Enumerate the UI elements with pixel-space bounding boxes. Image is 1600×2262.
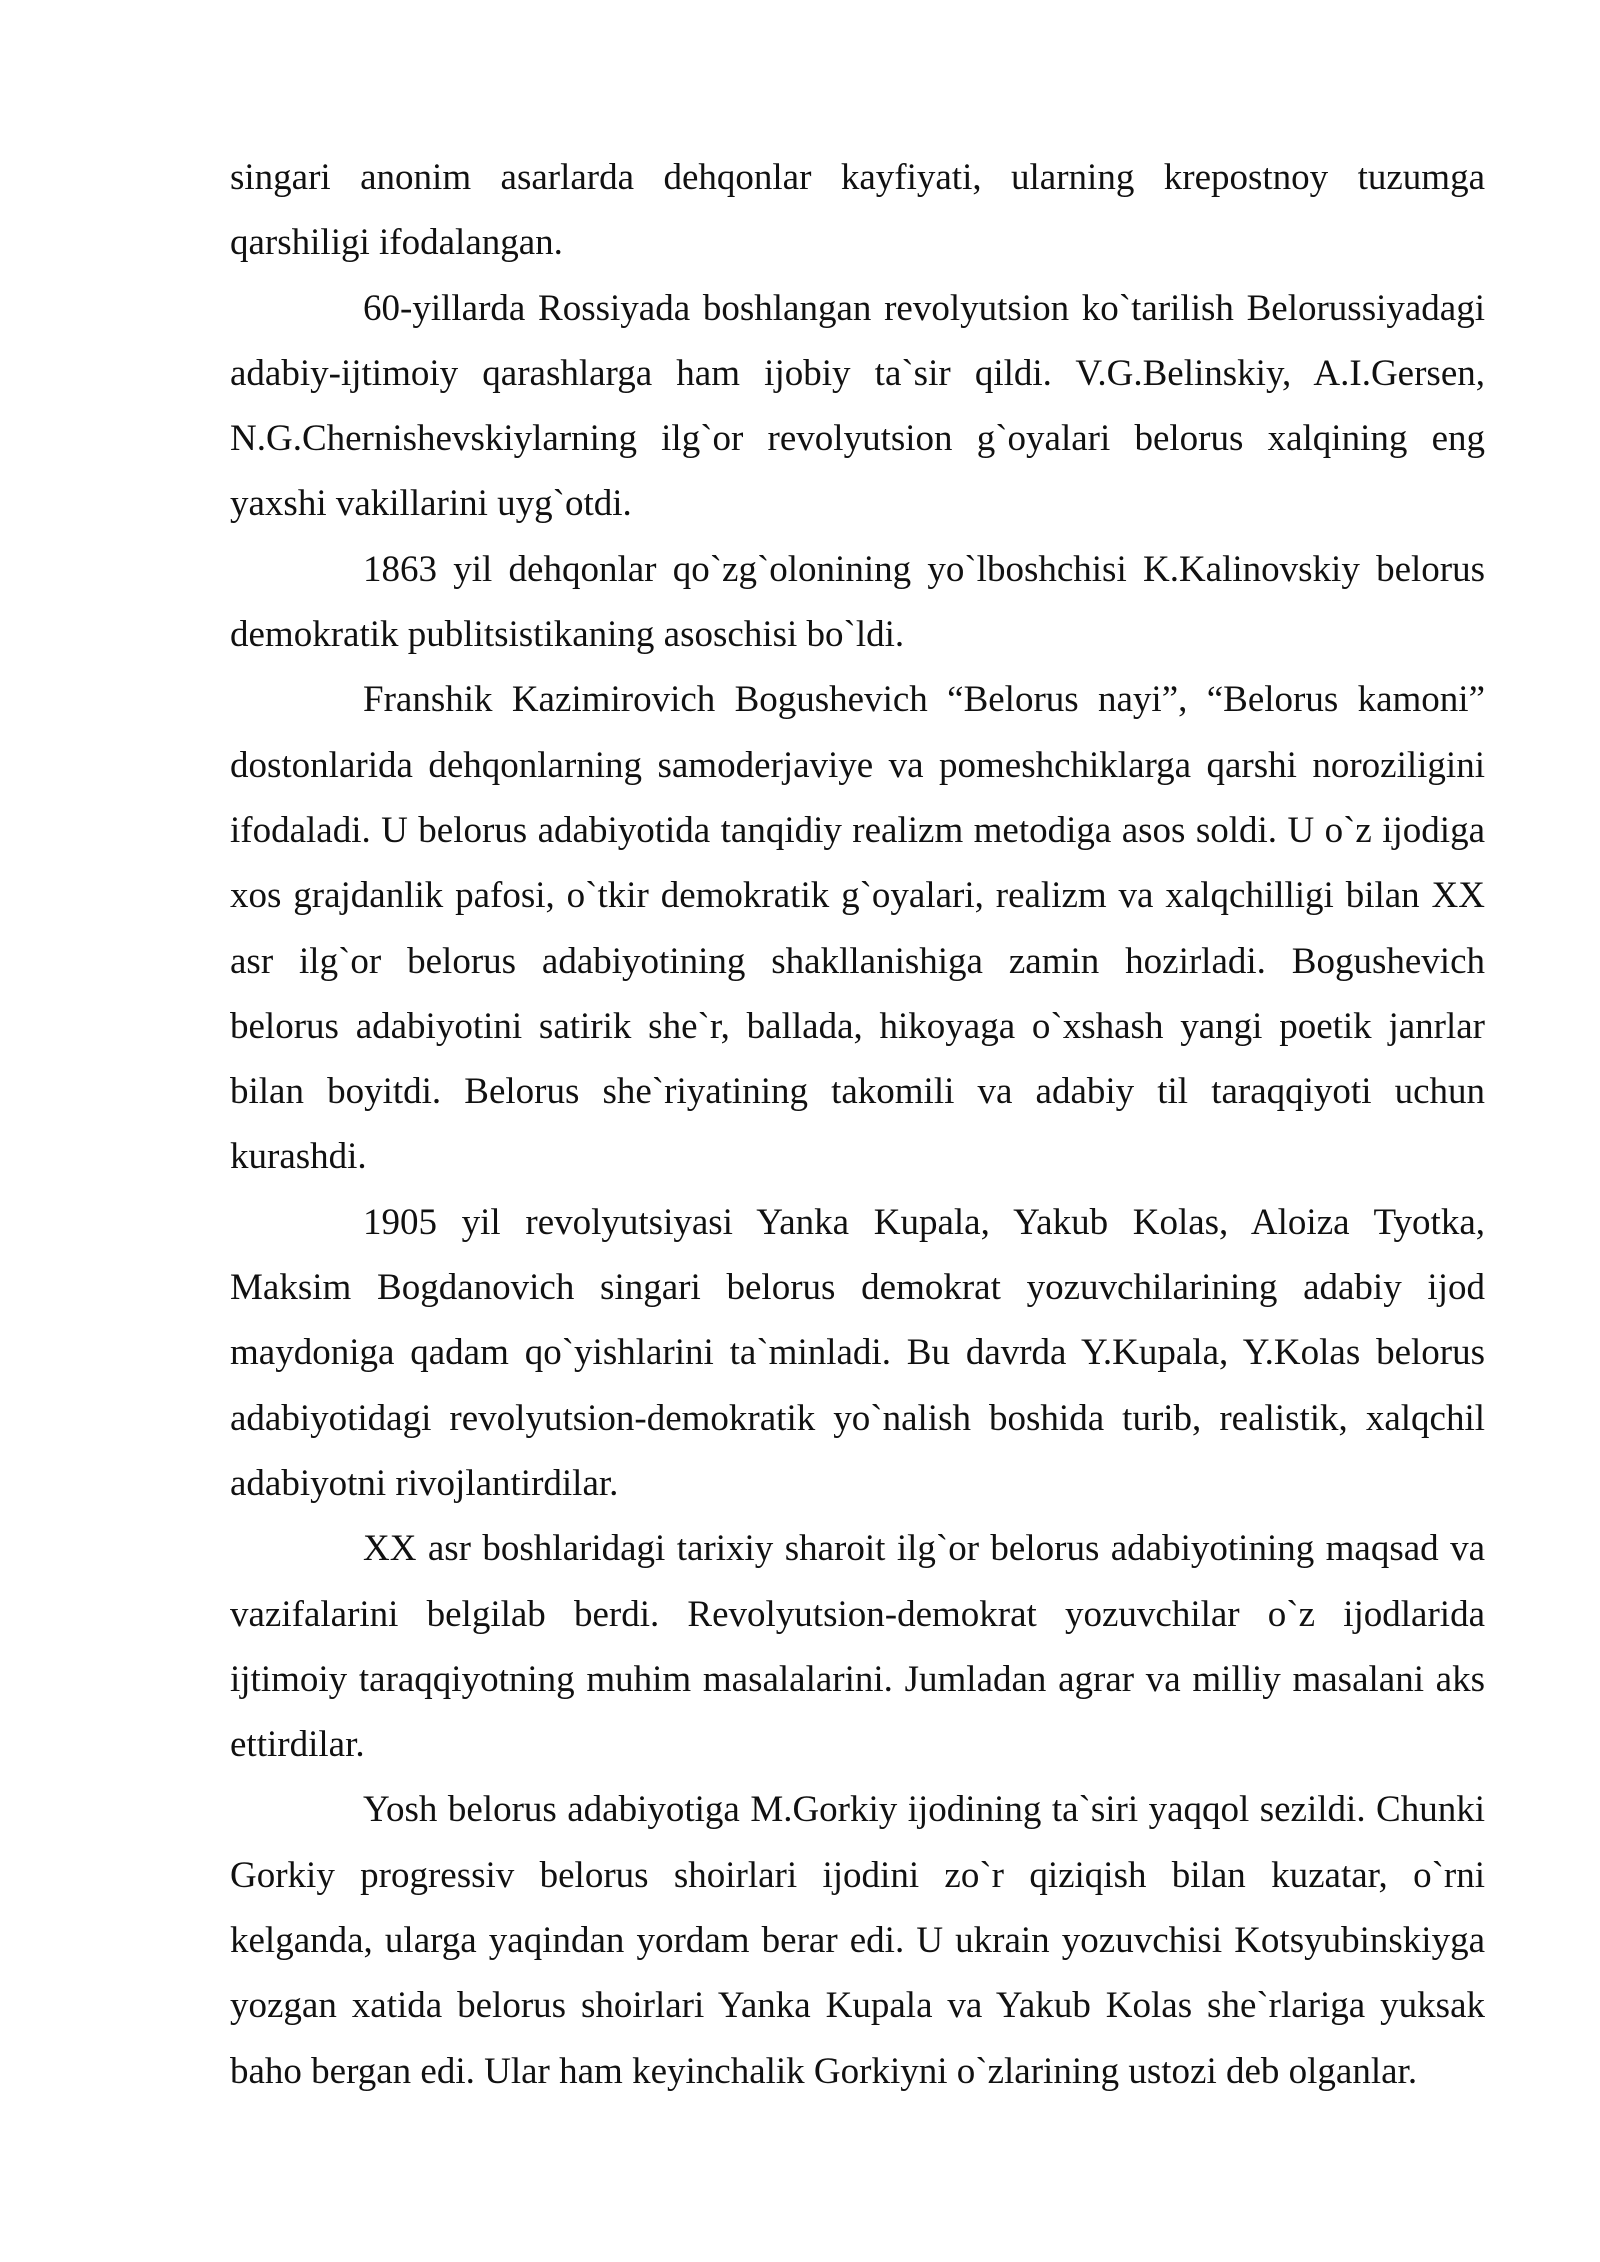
paragraph-7: Yosh belorus adabiyotiga M.Gorkiy ijodining ta`siri yaqqol sezildi. Chunki Gorkiy progressiv belorus shoirlari ijodini zo`r qiziqish bilan kuzatar, o`rni kelganda, ularga yaqindan yordam berar edi. U ukrain yozuvchisi Kotsyubinskiyga yozgan xatida belorus shoirlari Yanka Kupala va Yakub Kolas she`rlariga yuksak baho bergan edi. Ular ham keyinchalik Gorkiyni o`zlarining ustozi deb olganlar. — [230, 1789, 1485, 2092]
paragraph-5: 1905 yil revolyutsiyasi Yanka Kupala, Yakub Kolas, Aloiza Tyotka, Maksim Bogdanovich singari belorus demokrat yozuvchilarining adabiy ijod maydoniga qadam qo`yishlarini ta`minladi. Bu davrda Y.Kupala, Y.Kolas belorus adabiyotidagi revolyutsion-demokratik yo`nalish boshida turib, realistik, xalqchil adabiyotni rivojlantirdilar. — [230, 1201, 1485, 1504]
paragraph-1: singari anonim asarlarda dehqonlar kayfiyati, ularning krepostnoy tuzumga qarshiligi ifodalangan. — [230, 157, 1485, 264]
document-page — [230, 145, 1485, 2104]
paragraph-6: XX asr boshlaridagi tarixiy sharoit ilg`or belorus adabiyotining maqsad va vazifalarini belgilab berdi. Revolyutsion-demokrat yozuvchilar o`z ijodlarida ijtimoiy taraqqiyotning muhim masalalarini. Jumladan agrar va milliy masalani aks ettirdilar. — [230, 1528, 1485, 1766]
paragraph-2: 60-yillarda Rossiyada boshlangan revolyutsion ko`tarilish Belorussiyadagi adabiy-ijtimoiy qarashlarga ham ijobiy ta`sir qildi. V.G.Belinskiy, A.I.Gersen, N.G.Chernishevskiylarning ilg`or revolyutsion g`oyalari belorus xalqining eng yaxshi vakillarini uyg`otdi. — [230, 287, 1485, 525]
paragraph-4: Franshik Kazimirovich Bogushevich “Belorus nayi”, “Belorus kamoni” dostonlarida dehqonlarning samoderjaviye va pomeshchiklarga qarshi noroziligini ifodaladi. U belorus adabiyotida tanqidiy realizm metodiga asos soldi. U o`z ijodiga xos grajdanlik pafosi, o`tkir demokratik g`oyalari, realizm va xalqchilligi bilan XX asr ilg`or belorus adabiyotining shakllanishiga zamin hozirladi. Bogushevich belorus adabiyotini satirik she`r, ballada, hikoyaga o`xshash yangi poetik janrlar bilan boyitdi. Belorus she`riyatining takomili va adabiy til taraqqiyoti uchun kurashdi. — [230, 679, 1485, 1178]
paragraph-3: 1863 yil dehqonlar qo`zg`olonining yo`lboshchisi K.Kalinovskiy belorus demokratik publitsistikaning asoschisi bo`ldi. — [230, 548, 1485, 656]
